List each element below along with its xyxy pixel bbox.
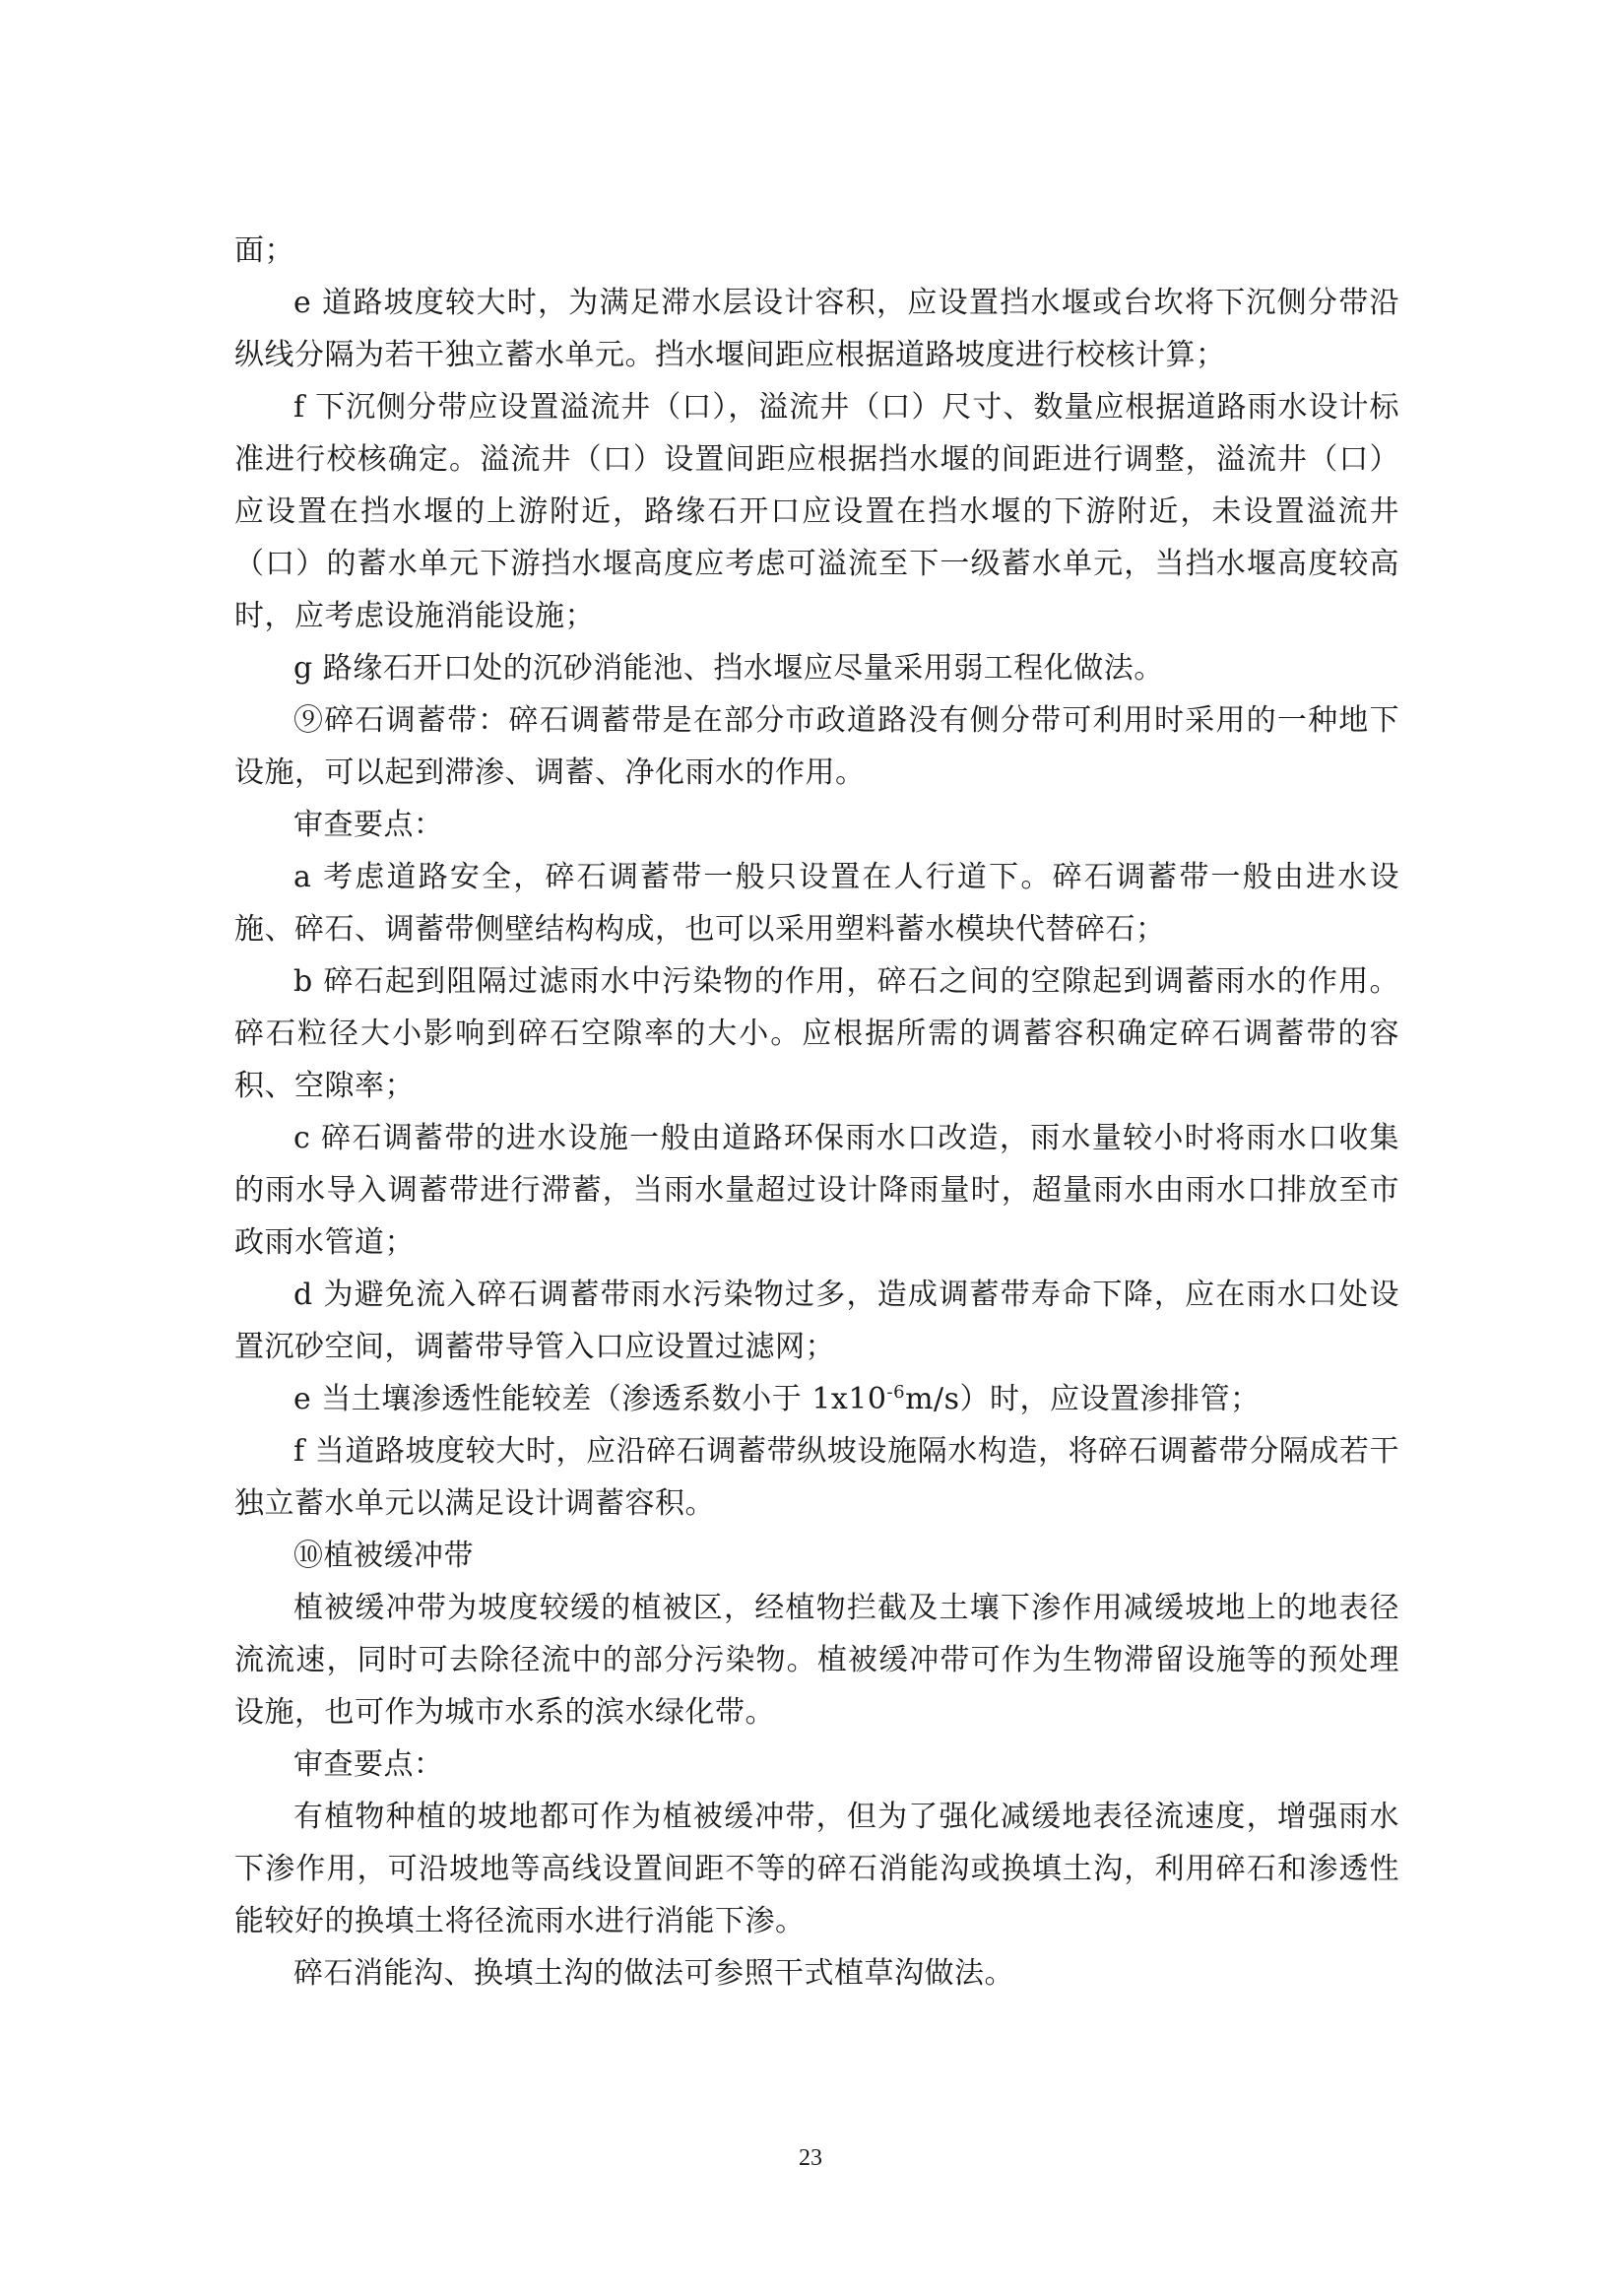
- paragraph-item-d-sediment: d 为避免流入碎石调蓄带雨水污染物过多，造成调蓄带寿命下降，应在雨水口处设置沉砂空间，调蓄带导管入口应设置过滤网；: [234, 1278, 1399, 1364]
- paragraph-buffer-description: 植被缓冲带为坡度较缓的植被区，经植物拦截及土壤下渗作用减缓坡地上的地表径流流速，同时可去除径流中的部分污染物。植被缓冲带可作为生物滞留设施等的预处理设施，也可作为城市水系的滨水绿化带。: [234, 1591, 1399, 1730]
- section-gravel-storage-belt: ⑨碎石调蓄带：碎石调蓄带是在部分市政道路没有侧分带可利用时采用的一种地下设施，可以起到滞渗、调蓄、净化雨水的作用。: [234, 703, 1399, 790]
- paragraph-buffer-method: 碎石消能沟、换填土沟的做法可参照干式植草沟做法。: [293, 1956, 1014, 1991]
- paragraph-item-f-overflow-well: f 下沉侧分带应设置溢流井（口），溢流井（口）尺寸、数量应根据道路雨水设计标准进行校核确定。溢流井（口）设置间距应根据挡水堰的间距进行调整，溢流井（口）应设置在挡水堰的上游附近，路缘石开口应设置在挡水堰的下游附近，未设置溢流井（口）的蓄水单元下游挡水堰高度应考虑可溢流至下一级蓄水单元，当挡水堰高度较高时，应考虑设施消能设施；: [234, 390, 1399, 633]
- permeability-exponent: -6: [886, 1382, 906, 1403]
- page-number: 23: [799, 2145, 822, 2171]
- paragraph-item-b-gravel-porosity: b 碎石起到阻隔过滤雨水中污染物的作用，碎石之间的空隙起到调蓄雨水的作用。碎石粒径大小影响到碎石空隙率的大小。应根据所需的调蓄容积确定碎石调蓄带的容积、空隙率；: [234, 964, 1399, 1103]
- paragraph-continuation: 面；: [234, 233, 294, 268]
- paragraph-item-e-permeability: [234, 1373, 1399, 1425]
- paragraph-item-f-slope: f 当道路坡度较大时，应沿碎石调蓄带纵坡设施隔水构造，将碎石调蓄带分隔成若干独立蓄水单元以满足设计调蓄容积。: [234, 1434, 1399, 1521]
- paragraph-item-a-safety: a 考虑道路安全，碎石调蓄带一般只设置在人行道下。碎石调蓄带一般由进水设施、碎石、调蓄带侧壁结构构成，也可以采用塑料蓄水模块代替碎石；: [234, 860, 1399, 947]
- review-points-heading: 审查要点：: [293, 808, 444, 842]
- paragraph-item-c-inlet: c 碎石调蓄带的进水设施一般由道路环保雨水口改造，雨水量较小时将雨水口收集的雨水导入调蓄带进行滞蓄，当雨水量超过设计降雨量时，超量雨水由雨水口排放至市政雨水管道；: [234, 1121, 1399, 1260]
- permeability-text-after: m/s）时，应设置渗排管；: [905, 1382, 1261, 1416]
- section-vegetated-buffer: ⑩植被缓冲带: [293, 1539, 474, 1573]
- paragraph-item-g-curb-opening: g 路缘石开口处的沉砂消能池、挡水堰应尽量采用弱工程化做法。: [293, 651, 1164, 686]
- review-points-heading-2: 审查要点：: [293, 1747, 444, 1782]
- paragraph-item-e-weir: e 道路坡度较大时，为满足滞水层设计容积，应设置挡水堰或台坎将下沉侧分带沿纵线分隔为若干独立蓄水单元。挡水堰间距应根据道路坡度进行校核计算；: [234, 286, 1399, 372]
- body-text: [234, 225, 1399, 2000]
- paragraph-buffer-review: 有植物种植的坡地都可作为植被缓冲带，但为了强化减缓地表径流速度，增强雨水下渗作用，可沿坡地等高线设置间距不等的碎石消能沟或换填土沟，利用碎石和渗透性能较好的换填土将径流雨水进行消能下渗。: [234, 1800, 1399, 1938]
- permeability-text-before: e 当土壤渗透性能较差（渗透系数小于 1x10: [293, 1382, 887, 1416]
